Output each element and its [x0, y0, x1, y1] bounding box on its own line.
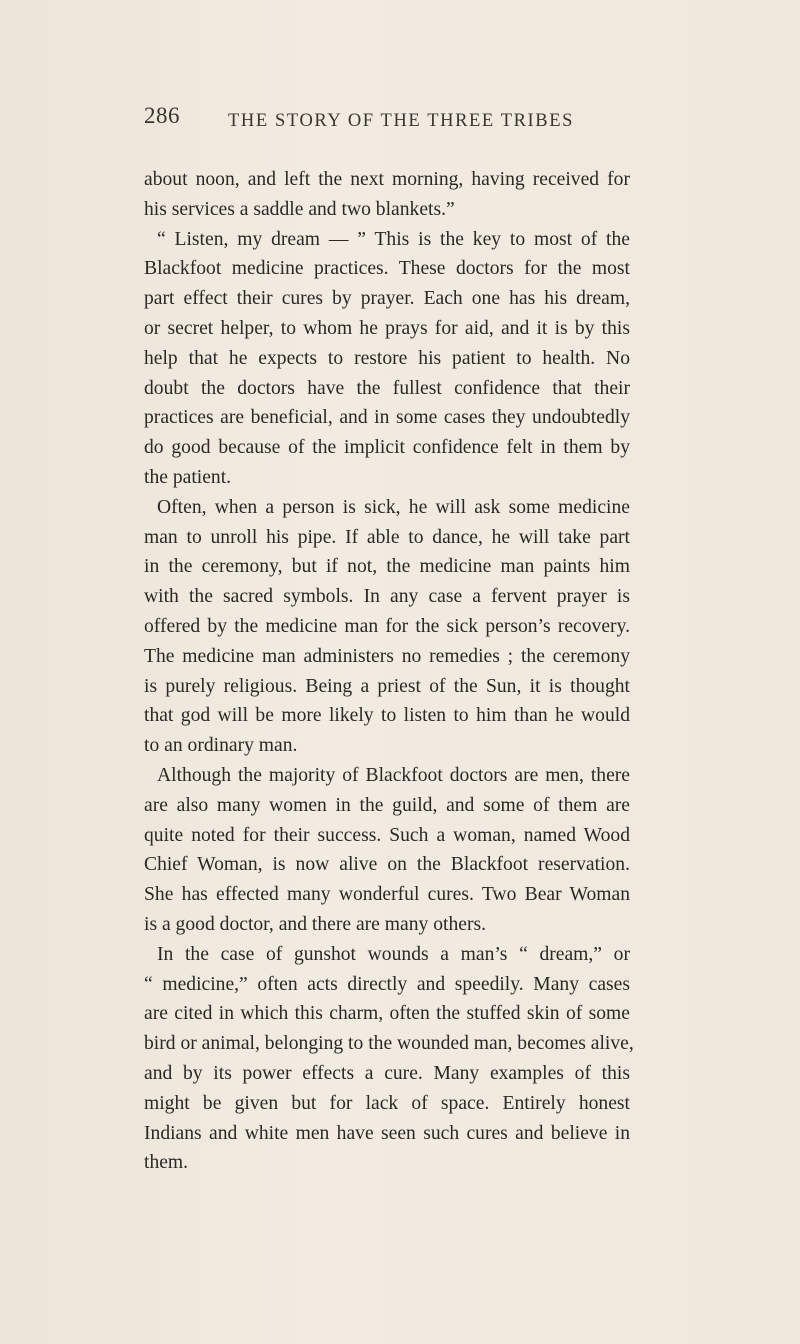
text-line: are cited in which this charm, often the stuffed skin of some — [144, 1003, 630, 1025]
text-line: in the ceremony, but if not, the medicine man paints him — [144, 556, 630, 578]
text-line: to an ordinary man. — [144, 735, 298, 757]
text-line: “ medicine,” often acts directly and speedily. Many cases — [144, 973, 630, 995]
text-line: Chief Woman, is now alive on the Blackfoot reservation. — [144, 854, 630, 876]
text-line: The medicine man administers no remedies ; the ceremony — [144, 645, 630, 667]
text-line: and by its power effects a cure. Many examples of this — [144, 1062, 630, 1084]
paragraph-start-line: Although the majority of Blackfoot doctors are men, there — [157, 764, 630, 786]
running-head — [144, 103, 800, 137]
text-line: bird or animal, belonging to the wounded man, becomes alive, — [144, 1033, 634, 1055]
text-line: is purely religious. Being a priest of the Sun, it is thought — [144, 675, 630, 697]
text-line: might be given but for lack of space. Entirely honest — [144, 1092, 630, 1114]
text-line: doubt the doctors have the fullest confidence that their — [144, 377, 630, 399]
paragraph-start-line: In the case of gunshot wounds a man’s “ dream,” or — [157, 943, 630, 965]
text-line: Blackfoot medicine practices. These doctors for the most — [144, 258, 630, 280]
paragraph-start-line: “ Listen, my dream — ” This is the key to most of the — [157, 228, 630, 250]
body-text — [144, 165, 634, 1178]
text-line: quite noted for their success. Such a woman, named Wood — [144, 824, 630, 846]
text-line: the patient. — [144, 466, 232, 488]
text-line: that god will be more likely to listen to him than he would — [144, 705, 630, 727]
text-line: them. — [144, 1152, 189, 1174]
text-line: do good because of the implicit confidence felt in them by — [144, 437, 630, 459]
text-line: part effect their cures by prayer. Each one has his dream, — [144, 288, 630, 310]
text-line: help that he expects to restore his patient to health. No — [144, 347, 630, 369]
text-line: man to unroll his pipe. If able to dance, he will take part — [144, 526, 630, 548]
running-title: THE STORY OF THE THREE TRIBES — [228, 111, 575, 131]
text-line: or secret helper, to whom he prays for aid, and it is by this — [144, 317, 630, 339]
text-line: are also many women in the guild, and some of them are — [144, 794, 630, 816]
text-line: his services a saddle and two blankets.” — [144, 198, 455, 220]
text-line: with the sacred symbols. In any case a fervent prayer is — [144, 586, 630, 608]
text-line: is a good doctor, and there are many others. — [144, 913, 486, 935]
paragraph-start-line: Often, when a person is sick, he will ask some medicine — [157, 496, 630, 518]
text-line: practices are beneficial, and in some cases they undoubtedly — [144, 407, 630, 429]
text-line: about noon, and left the next morning, having received for — [144, 169, 630, 190]
text-line: offered by the medicine man for the sick person’s recovery. — [144, 615, 630, 637]
text-line: She has effected many wonderful cures. Two Bear Woman — [144, 884, 630, 906]
text-line: Indians and white men have seen such cures and believe in — [144, 1122, 630, 1144]
page-number: 286 — [144, 103, 180, 128]
